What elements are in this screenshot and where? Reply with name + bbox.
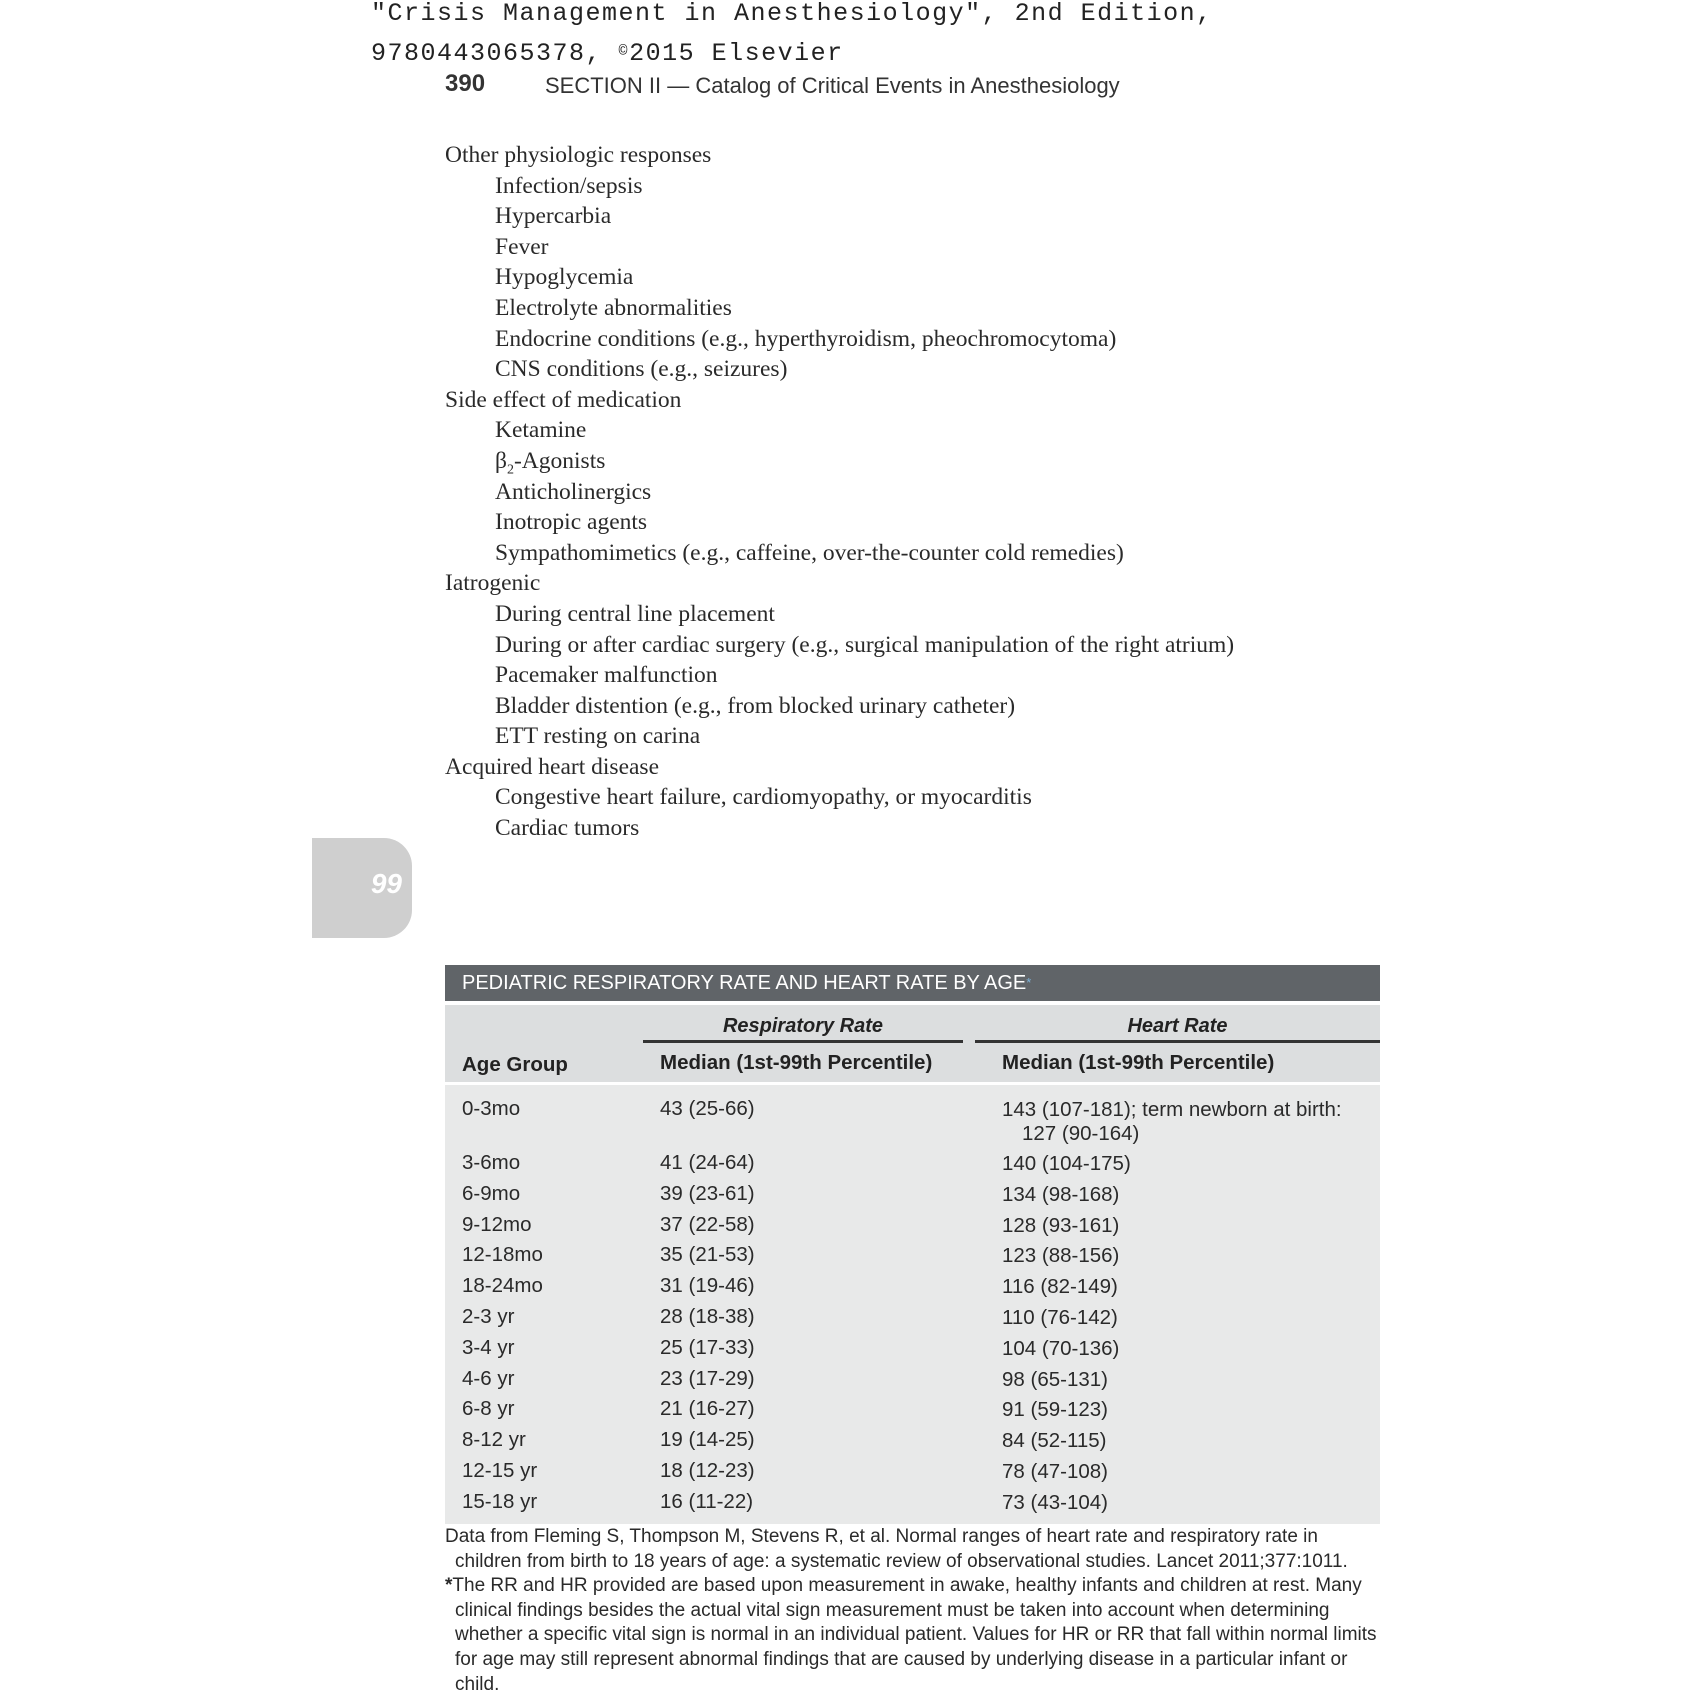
data-source-note: Data from Fleming S, Thompson M, Stevens R, et al. Normal ranges of heart rate and respiratory rate in children from birth to 18 years of age: a systematic review of observational studies. Lancet 2011;377:1011. <box>445 1526 1348 1572</box>
respiratory-rate-cell: 21 (16-27) <box>660 1397 755 1421</box>
heart-rate-cell <box>1002 1306 1118 1330</box>
table-row <box>445 1302 1380 1333</box>
outline-item: ETT resting on carina <box>495 723 701 750</box>
age-group-cell: 15-18 yr <box>462 1489 538 1513</box>
chapter-number: 99 <box>370 868 402 899</box>
outline-group-heading: Acquired heart disease <box>445 753 660 780</box>
heart-rate-value: 143 (107-181); term newborn at birth: <box>1002 1098 1342 1121</box>
table-row <box>445 1210 1380 1241</box>
heart-rate-cell <box>1002 1214 1119 1238</box>
heart-rate-rule <box>975 1040 1380 1043</box>
age-group-cell: 8-12 yr <box>462 1428 526 1452</box>
outline-item: $\beta_2$-Agonists <box>495 447 606 478</box>
outline-item: Bladder distention (e.g., from blocked urinary catheter) <box>495 692 1016 719</box>
table-row <box>445 1394 1380 1425</box>
age-group-cell: 3-4 yr <box>462 1335 515 1359</box>
chapter-tab <box>312 838 412 938</box>
heart-rate-value: 123 (88-156) <box>1002 1244 1120 1268</box>
outline-item: Anticholinergics <box>495 478 652 505</box>
heart-rate-cell <box>1002 1491 1108 1515</box>
respiratory-rate-cell: 31 (19-46) <box>660 1274 755 1298</box>
asterisk-note <box>445 1574 1385 1697</box>
respiratory-rate-cell: 35 (21-53) <box>660 1243 755 1267</box>
age-group-cell: 0-3mo <box>462 1097 521 1120</box>
outline-item: CNS conditions (e.g., seizures) <box>495 356 788 383</box>
respiratory-rate-cell: 18 (12-23) <box>660 1458 755 1482</box>
heart-rate-cell <box>1002 1368 1108 1392</box>
outline-item: Infection/sepsis <box>495 172 643 199</box>
table-title: PEDIATRIC RESPIRATORY RATE AND HEART RATE BY AGE <box>462 972 1027 994</box>
heart-rate-group-header: Heart Rate <box>1127 1015 1228 1037</box>
age-group-cell: 6-9mo <box>462 1181 521 1205</box>
age-group-cell: 18-24mo <box>462 1274 543 1298</box>
source-header <box>371 0 1213 74</box>
heart-rate-value: 128 (93-161) <box>1002 1213 1120 1237</box>
asterisk-note-text: The RR and HR provided are based upon measurement in awake, healthy infants and children at rest. Many clinical findings besides the actual vital sign measurement must be taken into account when determining whether a specific vital sign is normal in an individual patient. Values for HR or RR that fall within normal limits for age may still represent abnormal findings that are caused by underlying disease in a particular infant or child. <box>452 1575 1377 1695</box>
table-row <box>445 1179 1380 1210</box>
heart-rate-value: 134 (98-168) <box>1002 1182 1120 1206</box>
age-group-cell: 3-6mo <box>462 1151 521 1174</box>
table-row <box>445 1487 1380 1518</box>
table-row <box>445 1364 1380 1395</box>
outline-item: Ketamine <box>495 417 587 444</box>
section-title: SECTION II — Catalog of Critical Events in Anesthesiology <box>545 73 1120 98</box>
respiratory-rate-cell: 39 (23-61) <box>660 1181 755 1205</box>
outline-item: Cardiac tumors <box>495 815 640 842</box>
respiratory-rate-cell: 25 (17-33) <box>660 1335 755 1359</box>
outline-item: Endocrine conditions (e.g., hyperthyroidism, pheochromocytoma) <box>495 325 1117 352</box>
outline-item: Sympathomimetics (e.g., caffeine, over-the-counter cold remedies) <box>495 539 1124 566</box>
source-header-line1: "Crisis Management in Anesthesiology", 2nd Edition, <box>371 0 1213 28</box>
outline-item: Fever <box>495 233 549 260</box>
table-row <box>445 1148 1380 1179</box>
heart-rate-cell <box>1002 1098 1342 1146</box>
respiratory-rate-cell: 28 (18-38) <box>660 1304 755 1328</box>
outline-group-heading: Iatrogenic <box>445 570 541 597</box>
outline-item: Hypercarbia <box>495 203 612 230</box>
outline-item: Electrolyte abnormalities <box>495 294 732 321</box>
table-row <box>445 1333 1380 1364</box>
heart-rate-cell <box>1002 1460 1108 1484</box>
heart-rate-value: 78 (47-108) <box>1002 1459 1108 1483</box>
respiratory-rate-cell: 37 (22-58) <box>660 1212 755 1236</box>
age-group-cell: 2-3 yr <box>462 1304 515 1328</box>
table-row <box>445 1425 1380 1456</box>
outline-group-heading: Other physiologic responses <box>445 142 712 168</box>
respiratory-column-header: Median (1st-99th Percentile) <box>660 1051 933 1074</box>
heart-column-header: Median (1st-99th Percentile) <box>1002 1051 1275 1074</box>
heart-rate-cell <box>1002 1337 1119 1361</box>
table-title-bar <box>445 965 1380 1001</box>
respiratory-rate-cell: 16 (11-22) <box>660 1489 754 1513</box>
asterisk-mark: * <box>445 1575 453 1597</box>
heart-rate-value: 98 (65-131) <box>1002 1367 1108 1391</box>
heart-rate-continuation: 127 (90-164) <box>1022 1122 1140 1145</box>
vital-signs-table <box>445 965 1380 1524</box>
heart-rate-cell <box>1002 1429 1106 1453</box>
heart-rate-value: 110 (76-142) <box>1002 1305 1118 1329</box>
respiratory-rate-rule <box>643 1040 963 1043</box>
outline-group-heading: Side effect of medication <box>445 386 682 413</box>
respiratory-rate-group-header: Respiratory Rate <box>722 1015 884 1037</box>
heart-rate-value: 140 (104-175) <box>1002 1152 1131 1175</box>
heart-rate-value: 84 (52-115) <box>1002 1429 1107 1453</box>
outline-item: Hypoglycemia <box>495 264 634 291</box>
age-group-cell: 9-12mo <box>462 1212 532 1236</box>
heart-rate-value: 116 (82-149) <box>1002 1275 1118 1299</box>
differential-outline <box>445 140 1234 844</box>
outline-item: During central line placement <box>495 600 775 627</box>
age-group-column-header: Age Group <box>462 1053 568 1076</box>
table-body <box>445 1085 1380 1524</box>
age-group-cell: 4-6 yr <box>462 1366 515 1390</box>
table-row <box>445 1240 1380 1271</box>
table-footnotes <box>445 1525 1385 1697</box>
heart-rate-cell <box>1002 1398 1108 1422</box>
publisher: 2015 Elsevier <box>629 39 844 68</box>
copyright-mark: © <box>618 43 630 60</box>
page-number: 390 <box>445 70 486 97</box>
heart-rate-value: 91 (59-123) <box>1002 1398 1108 1422</box>
source-header-line2 <box>371 34 1213 74</box>
respiratory-rate-cell: 43 (25-66) <box>660 1097 755 1120</box>
outline-item: Inotropic agents <box>495 509 648 536</box>
table-title-footnote-mark: * <box>1026 975 1032 990</box>
respiratory-rate-cell: 19 (14-25) <box>660 1428 755 1452</box>
age-group-cell: 12-18mo <box>462 1243 543 1267</box>
heart-rate-cell <box>1002 1275 1118 1299</box>
outline-item: Congestive heart failure, cardiomyopathy, or myocarditis <box>495 784 1032 811</box>
age-group-cell: 6-8 yr <box>462 1397 515 1421</box>
table-header <box>445 1005 1380 1082</box>
heart-rate-value: 73 (43-104) <box>1002 1490 1108 1514</box>
table-row <box>445 1094 1380 1148</box>
heart-rate-cell <box>1002 1152 1131 1176</box>
age-group-cell: 12-15 yr <box>462 1458 538 1482</box>
heart-rate-cell <box>1002 1183 1119 1207</box>
respiratory-rate-cell: 41 (24-64) <box>660 1151 755 1174</box>
table-row <box>445 1456 1380 1487</box>
isbn: 9780443065378, <box>371 39 619 68</box>
heart-rate-cell <box>1002 1244 1119 1268</box>
table-row <box>445 1271 1380 1302</box>
outline-item: Pacemaker malfunction <box>495 662 718 689</box>
heart-rate-value: 104 (70-136) <box>1002 1336 1120 1360</box>
outline-item: During or after cardiac surgery (e.g., surgical manipulation of the right atrium) <box>495 631 1235 658</box>
respiratory-rate-cell: 23 (17-29) <box>660 1366 755 1390</box>
